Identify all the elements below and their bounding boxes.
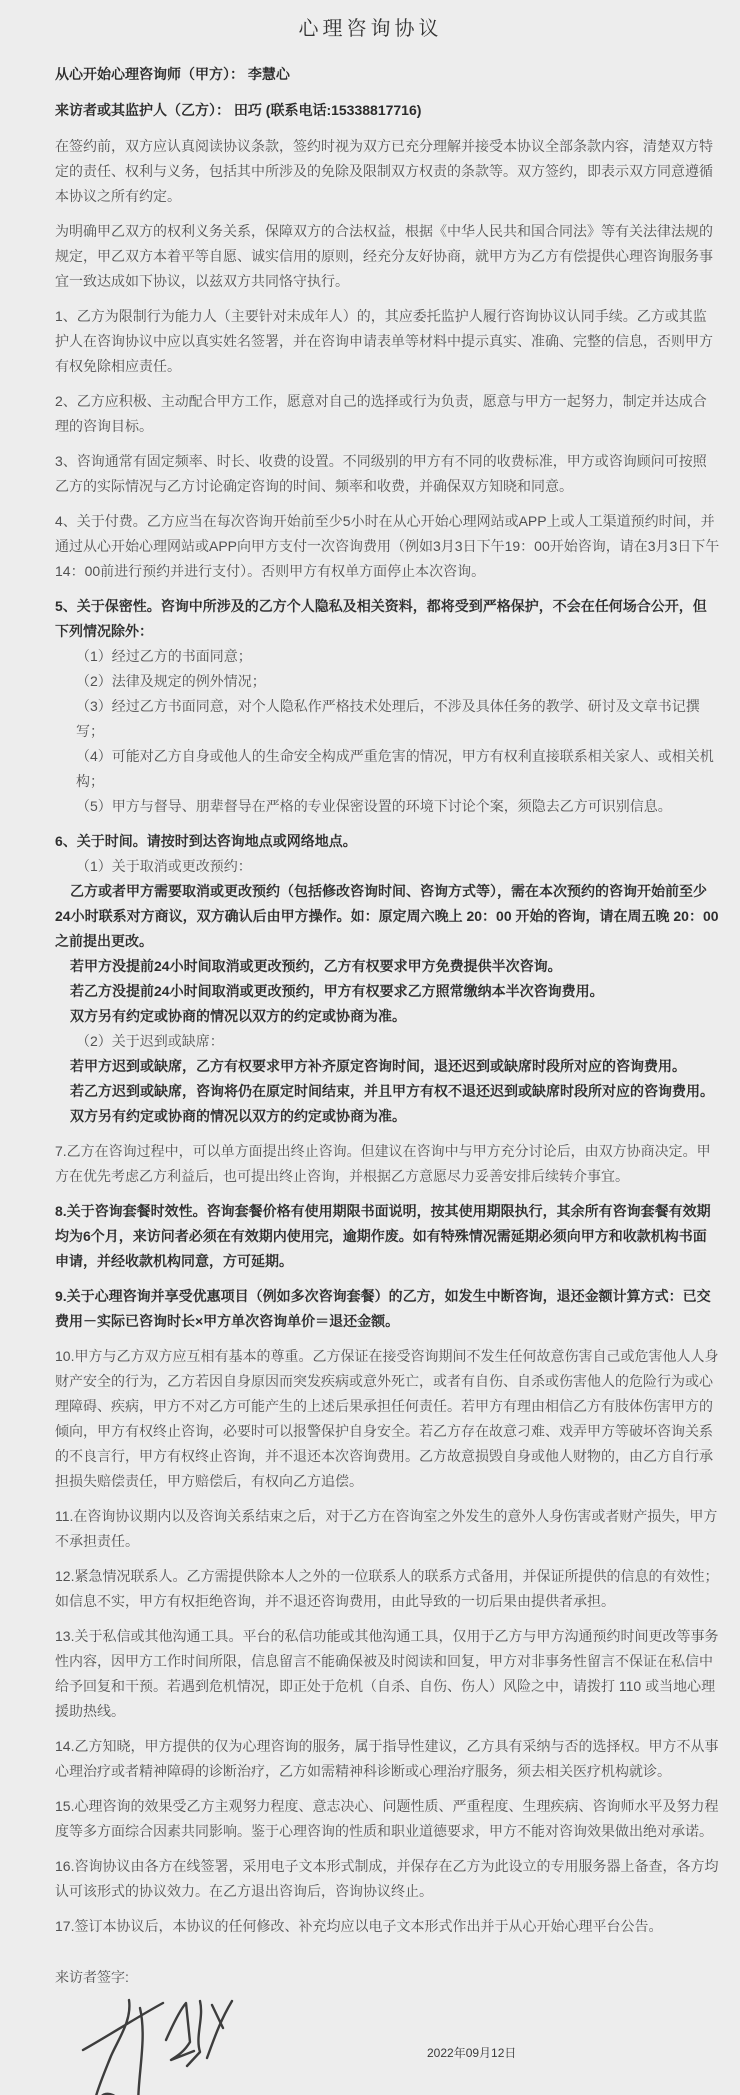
clause-1: 1、乙方为限制行为能力人（主要针对未成年人）的，其应委托监护人履行咨询协议认同手续。乙方或其监护人在咨询协议中应以真实姓名签署，并在咨询申请表单等材料中提示真实、准确、完整的信息，否则甲方有权免除相应责任。 xyxy=(55,308,713,374)
sign-date: 2022年09月12日 xyxy=(427,2046,517,2060)
handwritten-signature xyxy=(73,1998,720,2095)
clause-5-item-4: （4）可能对乙方自身或他人的生命安全构成严重危害的情况，甲方有权利直接联系相关家人、或相关机构； xyxy=(76,748,714,789)
clause-9: 9.关于心理咨询并享受优惠项目（例如多次咨询套餐）的乙方，如发生中断咨询，退还金额计算方式：已交费用－实际已咨询时长×甲方单次咨询单价＝退还金额。 xyxy=(55,1288,711,1329)
clause-6-sub2-line-2: 若乙方迟到或缺席，咨询将仍在原定时间结束，并且甲方有权不退还迟到或缺席时段所对应的咨询费用。 xyxy=(70,1083,714,1099)
clause-6 xyxy=(55,829,720,1129)
intro-paragraph-1: 在签约前，双方应认真阅读协议条款，签约时视为双方已充分理解并接受本协议全部条款内容，清楚双方特定的责任、权利与义务，包括其中所涉及的免除及限制双方权责的条款等。双方签约，即表示双方同意遵循本协议之所有约定。 xyxy=(55,138,713,204)
party-b-line: 来访者或其监护人（乙方）： 田巧 (联系电话:15338817716) xyxy=(55,102,422,118)
clause-5-heading: 5、关于保密性。咨询中所涉及的乙方个人隐私及相关资料，都将受到严格保护，不会在任何场合公开，但下列情况除外： xyxy=(55,598,707,639)
clause-5-item-5: （5）甲方与督导、朋辈督导在严格的专业保密设置的环境下讨论个案，须隐去乙方可识别信息。 xyxy=(76,798,672,814)
clause-6-sub1-label: （1）关于取消或更改预约： xyxy=(76,858,252,874)
clause-5-item-3: （3）经过乙方书面同意，对个人隐私作严格技术处理后，不涉及具体任务的教学、研讨及文章书记撰写； xyxy=(76,698,700,739)
clause-6-sub2-line-3: 双方另有约定或协商的情况以双方的约定或协商为准。 xyxy=(70,1108,406,1124)
clause-13: 13.关于私信或其他沟通工具。平台的私信功能或其他沟通工具，仅用于乙方与甲方沟通预约时间更改等事务性内容，因甲方工作时间所限，信息留言不能确保被及时阅读和回复，甲方对非事务性留言不保证在私信中给予回复和干预。若遇到危机情况，即正处于危机（自杀、自伤、伤人）风险之中，请拨打 110 或当地心理援助热线。 xyxy=(55,1628,719,1719)
intro-paragraph-2: 为明确甲乙双方的权利义务关系，保障双方的合法权益，根据《中华人民共和国合同法》等有关法律法规的规定，甲乙双方本着平等自愿、诚实信用的原则，经充分友好协商，就甲方为乙方有偿提供心理咨询服务事宜一致达成如下协议，以兹双方共同恪守执行。 xyxy=(55,223,713,289)
visitor-signature-label: 来访者签字: xyxy=(55,1969,129,1985)
clause-4: 4、关于付费。乙方应当在每次咨询开始前至少5小时在从心开始心理网站或APP上或人工渠道预约时间，并通过从心开始心理网站或APP向甲方支付一次咨询费用（例如3月3日下午19：00开始咨询，请在3月3日下午14：00前进行预约并进行支付）。否则甲方有权单方面停止本次咨询。 xyxy=(55,513,720,579)
clause-10: 10.甲方与乙方双方应互相有基本的尊重。乙方保证在接受咨询期间不发生任何故意伤害自己或危害他人人身财产安全的行为，乙方若因自身原因而突发疾病或意外死亡，或者有自伤、自杀或伤害他人的危险行为或心理障碍、疾病，甲方不对乙方可能产生的上述后果承担任何责任。若甲方有理由相信乙方有肢体伤害甲方的倾向，甲方有权终止咨询，必要时可以报警保护自身安全。若乙方存在故意刁难、戏弄甲方等破坏咨询关系的不良言行，甲方有权终止咨询，并不退还本次咨询费用。乙方故意损毁自身或他人财物的，由乙方自行承担损失赔偿责任，甲方赔偿后，有权向乙方追偿。 xyxy=(55,1348,719,1489)
clause-6-sub1-line-2: 若甲方没提前24小时间取消或更改预约，乙方有权要求甲方免费提供半次咨询。 xyxy=(70,958,562,974)
clause-5 xyxy=(55,594,720,819)
clause-2: 2、乙方应积极、主动配合甲方工作，愿意对自己的选择或行为负责，愿意与甲方一起努力，制定并达成合理的咨询目标。 xyxy=(55,393,707,434)
clause-6-heading: 6、关于时间。请按时到达咨询地点或网络地点。 xyxy=(55,833,357,849)
clause-8: 8.关于咨询套餐时效性。咨询套餐价格有使用期限书面说明，按其使用期限执行，其余所有咨询套餐有效期均为6个月，来访问者必须在有效期内使用完，逾期作废。如有特殊情况需延期必须向甲方和收款机构书面申请，并经收款机构同意，方可延期。 xyxy=(55,1203,711,1269)
clause-7: 7.乙方在咨询过程中，可以单方面提出终止咨询。但建议在咨询中与甲方充分讨论后，由双方协商决定。甲方在优先考虑乙方利益后，也可提出终止咨询，并根据乙方意愿尽力妥善安排后续转介事宜。 xyxy=(55,1143,711,1184)
clause-6-sub2-label: （2）关于迟到或缺席： xyxy=(76,1033,224,1049)
clause-15: 15.心理咨询的效果受乙方主观努力程度、意志决心、问题性质、严重程度、生理疾病、咨询师水平及努力程度等多方面综合因素共同影响。鉴于心理咨询的性质和职业道德要求，甲方不能对咨询效果做出绝对承诺。 xyxy=(55,1798,719,1839)
clause-3: 3、咨询通常有固定频率、时长、收费的设置。不同级别的甲方有不同的收费标准，甲方或咨询顾问可按照乙方的实际情况与乙方讨论确定咨询的时间、频率和收费，并确保双方知晓和同意。 xyxy=(55,453,707,494)
clause-16: 16.咨询协议由各方在线签署，采用电子文本形式制成，并保存在乙方为此设立的专用服务器上备查，各方均认可该形式的协议效力。在乙方退出咨询后，咨询协议终止。 xyxy=(55,1858,719,1899)
clause-11: 11.在咨询协议期内以及咨询关系结束之后，对于乙方在咨询室之外发生的意外人身伤害或者财产损失，甲方不承担责任。 xyxy=(55,1508,718,1549)
clause-5-item-2: （2）法律及规定的例外情况； xyxy=(76,673,266,689)
page-title: 心理咨询协议 xyxy=(298,18,443,40)
party-a-line: 从心开始心理咨询师（甲方）： 李慧心 xyxy=(55,66,290,82)
clause-6-sub2-line-1: 若甲方迟到或缺席，乙方有权要求甲方补齐原定咨询时间，退还迟到或缺席时段所对应的咨询费用。 xyxy=(70,1058,686,1074)
clause-6-sub1-line-1: 乙方或者甲方需要取消或更改预约（包括修改咨询时间、咨询方式等），需在本次预约的咨询开始前至少24小时联系对方商议，双方确认后由甲方操作。如：原定周六晚上 20：00 开始的咨询，请在周五晚 20：00 之前提出更改。 xyxy=(55,883,719,949)
clause-5-item-1: （1）经过乙方的书面同意； xyxy=(76,648,252,664)
clause-17: 17.签订本协议后，本协议的任何修改、补充均应以电子文本形式作出并于从心开始心理平台公告。 xyxy=(55,1918,663,1934)
clause-14: 14.乙方知晓，甲方提供的仅为心理咨询的服务，属于指导性建议，乙方具有采纳与否的选择权。甲方不从事心理治疗或者精神障碍的诊断治疗，乙方如需精神科诊断或心理治疗服务，须去相关医疗机构就诊。 xyxy=(55,1738,719,1779)
clause-6-sub1-line-3: 若乙方没提前24小时间取消或更改预约，甲方有权要求乙方照常缴纳本半次咨询费用。 xyxy=(70,983,604,999)
clause-6-sub1-line-4: 双方另有约定或协商的情况以双方的约定或协商为准。 xyxy=(70,1008,406,1024)
clause-12: 12.紧急情况联系人。乙方需提供除本人之外的一位联系人的联系方式备用，并保证所提供的信息的有效性；如信息不实，甲方有权拒绝咨询，并不退还咨询费用，由此导致的一切后果由提供者承担。 xyxy=(55,1568,719,1609)
